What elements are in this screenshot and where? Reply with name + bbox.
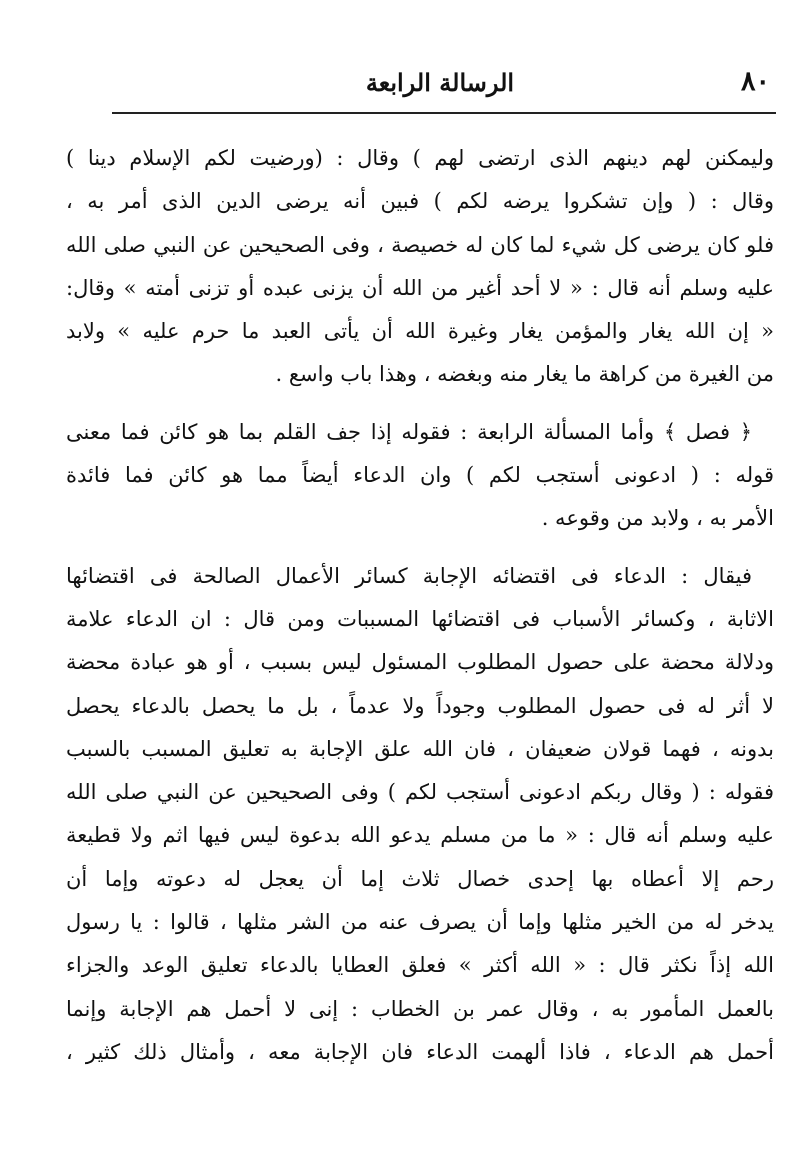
- text-line: لا أثر له فى حصول المطلوب وجوداً ولا عدماً ، بل ما يحصل بالدعاء يحصل: [66, 693, 774, 718]
- text-line: من الغيرة من كراهة ما يغار منه وبغضه ، وهذا باب واسع .: [275, 362, 774, 387]
- text-line: أحمل هم الدعاء ، فاذا ألهمت الدعاء فان الإجابة معه ، وأمثال ذلك كثير ،: [66, 1039, 774, 1064]
- text-line: الأمر به ، ولابد من وقوعه .: [541, 506, 774, 531]
- running-title: الرسالة الرابعة: [365, 68, 515, 97]
- text-line: وليمكنن لهم دينهم الذى ارتضى لهم ) وقال : (ورضيت لكم الإسلام دينا ): [66, 146, 774, 170]
- text-line: « إن الله يغار والمؤمن يغار وغيرة الله أن يأتى العبد ما حرم عليه » ولابد: [66, 319, 774, 344]
- body-text: [66, 137, 774, 1074]
- text-line: فقوله : ( وقال ربكم ادعونى أستجب لكم ) وفى الصحيحين عن النبي صلى الله: [66, 780, 774, 805]
- text-line: يدخر له من الخير مثلها وإما أن يصرف عنه من الشر مثلها ، قالوا : يا رسول: [66, 910, 774, 935]
- text-line: الاثابة ، وكسائر الأسباب فى اقتضائها المسببات ومن قال : ان الدعاء علامة: [66, 606, 774, 631]
- text-line: عليه وسلم أنه قال : « لا أحد أغير من الله أن يزنى عبده أو تزنى أمته » وقال:: [66, 275, 774, 300]
- text-line: قوله : ( ادعونى أستجب لكم ) وان الدعاء أيضاً مما هو كائن فما فائدة: [66, 463, 774, 488]
- text-line: رحم إلا أعطاه بها إحدى خصال ثلاث إما أن يعجل له دعوته وإما أن: [66, 866, 774, 891]
- text-line: وقال : ( وإن تشكروا يرضه لكم ) فبين أنه يرضى الدين الذى أمر به ،: [66, 189, 774, 214]
- text-line: بالعمل المأمور به ، وقال عمر بن الخطاب : إنى لا أحمل هم الإجابة وإنما: [66, 996, 774, 1021]
- paragraph-start-line: فيقال : الدعاء فى اقتضائه الإجابة كسائر الأعمال الصالحة فى اقتضائها: [66, 563, 752, 588]
- page-header: [110, 58, 770, 108]
- text-line: بدونه ، فهما قولان ضعيفان ، فان الله علق الإجابة به تعليق المسبب بالسبب: [66, 736, 774, 761]
- section-heading-line: ﴿ فصل ﴾ وأما المسألة الرابعة : فقوله إذا جف القلم بما هو كائن فما معنى: [66, 419, 752, 444]
- text-line: ودلالة محضة على حصول المطلوب المسئول ليس بسبب ، أو هو عبادة محضة: [66, 650, 774, 675]
- text-line: عليه وسلم أنه قال : « ما من مسلم يدعو الله بدعوة ليس فيها اثم ولا قطيعة: [66, 823, 774, 848]
- text-line: الله إذاً نكثر قال : « الله أكثر » فعلق العطايا بالدعاء تعليق الوعد والجزاء: [66, 953, 774, 978]
- page-number: ٨٠: [740, 66, 770, 97]
- text-line: فلو كان يرضى كل شيء لما كان له خصيصة ، وفى الصحيحين عن النبي صلى الله: [66, 232, 774, 257]
- header-divider: [112, 112, 776, 114]
